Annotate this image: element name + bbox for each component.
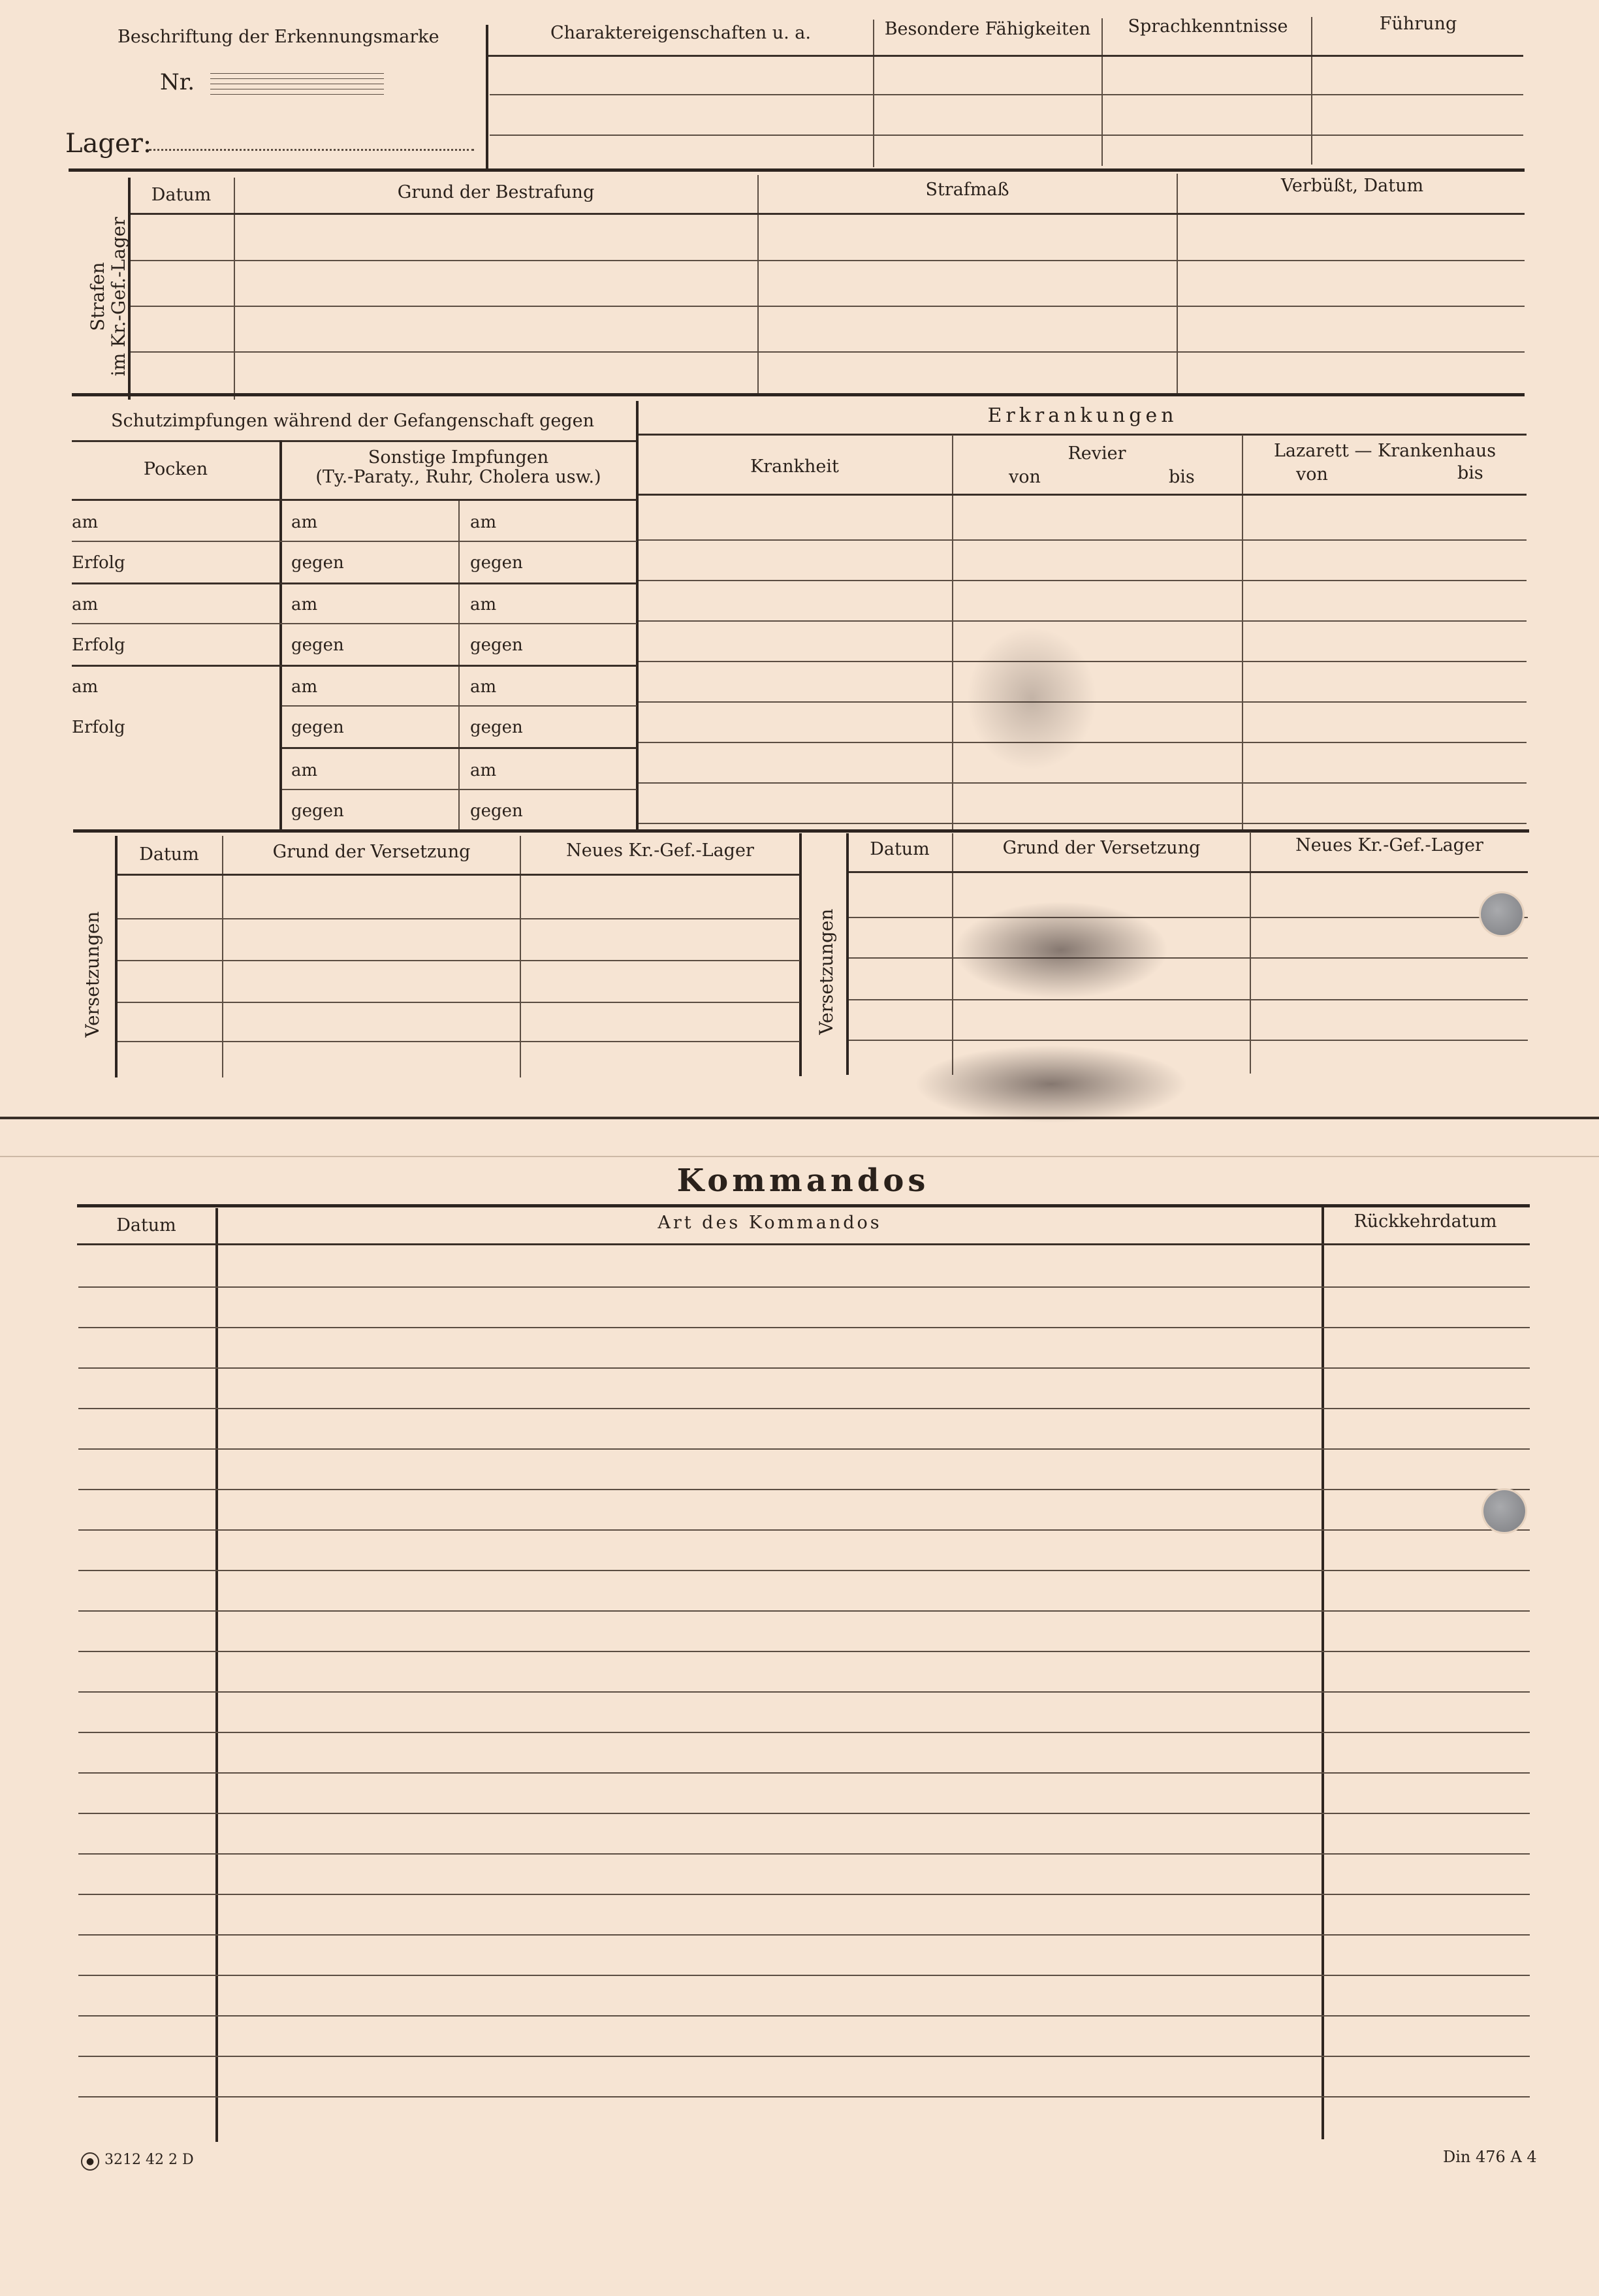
rule-line: [78, 1813, 1530, 1814]
rule-line: [118, 1002, 800, 1003]
rule-line: [639, 782, 1527, 784]
rule-line: [72, 582, 637, 584]
section-divider: [69, 168, 1525, 172]
rule-line: [639, 539, 1527, 541]
vacc-am-label: am: [72, 513, 99, 532]
rule-line: [78, 1934, 1530, 1936]
rule-line: [78, 1732, 1530, 1733]
vacc-am-label: am: [470, 595, 497, 614]
rule-line: [72, 541, 637, 542]
vacc-erfolg-label: Erfolg: [72, 635, 125, 655]
tr-left-col-reason: Grund der Versetzung: [272, 842, 471, 862]
rule-line: [849, 999, 1528, 1000]
rule-line: [639, 620, 1527, 622]
rule-line: [78, 1367, 1530, 1369]
fold-line-2: [0, 1156, 1599, 1157]
rule-line: [282, 747, 637, 749]
rule-line: [639, 823, 1527, 824]
punch-hole-bottom: [1483, 1490, 1525, 1532]
publisher-icon: ●: [81, 2152, 99, 2171]
rule-line: [78, 1975, 1530, 1976]
vacc-gegen-label: gegen: [470, 635, 523, 655]
nr-field-lines[interactable]: [210, 71, 384, 97]
tag-label: Beschriftung der Erkennungsmarke: [118, 27, 439, 47]
rule-line: [78, 1691, 1530, 1693]
pun-col-date: Datum: [151, 185, 212, 205]
punishments-side-label: Strafen im Kr.-Gef.-Lager: [86, 217, 129, 377]
punch-hole-top: [1481, 893, 1523, 935]
transfers-side-label-left: Versetzungen: [81, 911, 103, 1038]
rule-line: [78, 1286, 1530, 1288]
rule-line: [78, 1408, 1530, 1409]
vacc-am-label: am: [291, 595, 318, 614]
ill-lazarett-bis: bis: [1457, 463, 1483, 483]
vacc-am-label: am: [291, 761, 318, 780]
kom-col-date: Datum: [116, 1215, 176, 1236]
rule-line: [118, 1041, 800, 1042]
rule-line: [78, 1489, 1530, 1490]
vacc-gegen-label: gegen: [470, 801, 523, 821]
ink-smudge: [914, 1045, 1188, 1123]
col-character: Charaktereigenschaften u. a.: [550, 23, 811, 43]
vacc-am-label: am: [72, 595, 99, 614]
lager-label: Lager:: [65, 129, 152, 159]
ill-col-lazarett: Lazarett — Krankenhaus: [1273, 441, 1496, 461]
col-conduct: Führung: [1379, 14, 1457, 34]
kom-col-return: Rückkehrdatum: [1354, 1211, 1497, 1232]
rule-line: [78, 1529, 1530, 1531]
vacc-gegen-label: gegen: [291, 801, 344, 821]
fold-line: [0, 1117, 1599, 1119]
pun-col-served: Verbüßt, Datum: [1280, 176, 1424, 196]
ink-smudge: [953, 901, 1169, 999]
vacc-gegen-label: gegen: [291, 718, 344, 737]
rule-line: [849, 957, 1528, 959]
vacc-col-other: Sonstige Impfungen (Ty.-Paraty., Ruhr, Cholera usw.): [315, 447, 601, 487]
rule-line: [78, 1610, 1530, 1612]
vacc-am-label: am: [470, 513, 497, 532]
tr-right-col-reason: Grund der Versetzung: [1002, 838, 1201, 858]
pun-col-reason: Grund der Bestrafung: [397, 182, 595, 202]
rule-line: [72, 623, 637, 624]
vacc-am-label: am: [72, 677, 99, 697]
rule-line: [849, 1040, 1528, 1041]
ink-smudge: [966, 627, 1097, 771]
vacc-gegen-label: gegen: [470, 553, 523, 573]
vacc-am-label: am: [470, 677, 497, 697]
tr-right-col-new-camp: Neues Kr.-Gef.-Lager: [1295, 835, 1483, 855]
nr-label: Nr.: [160, 69, 195, 95]
vacc-title: Schutzimpfungen während der Gefangenschaft gegen: [111, 411, 594, 431]
ill-title: Erkrankungen: [987, 404, 1178, 427]
vacc-gegen-label: gegen: [470, 718, 523, 737]
print-code: 3212 42 2 D: [104, 2152, 194, 2168]
tr-left-col-date: Datum: [139, 844, 199, 865]
vacc-am-label: am: [291, 513, 318, 532]
col-languages: Sprachkenntnisse: [1128, 16, 1288, 37]
ill-col-revier: Revier: [1068, 443, 1126, 464]
rule-line: [78, 1772, 1530, 1774]
kom-col-type: Art des Kommandos: [657, 1213, 882, 1233]
rule-line: [72, 665, 637, 667]
rule-line: [639, 580, 1527, 581]
rule-line: [78, 1327, 1530, 1328]
rule-line: [282, 789, 637, 790]
rule-line: [78, 2056, 1530, 2057]
rule-line: [118, 918, 800, 919]
col-abilities: Besondere Fähigkeiten: [884, 19, 1091, 39]
rule-line: [78, 2096, 1530, 2097]
tr-left-col-new-camp: Neues Kr.-Gef.-Lager: [566, 840, 754, 861]
ill-col-illness: Krankheit: [750, 456, 839, 477]
rule-line: [78, 1570, 1530, 1571]
vacc-gegen-label: gegen: [291, 635, 344, 655]
vacc-erfolg-label: Erfolg: [72, 718, 125, 737]
rule-line: [78, 1448, 1530, 1450]
rule-line: [849, 917, 1528, 918]
ill-revier-von: von: [1009, 467, 1041, 487]
ill-lazarett-von: von: [1296, 464, 1328, 485]
kommandos-title: Kommandos: [676, 1162, 930, 1199]
tr-right-col-date: Datum: [870, 839, 930, 859]
rule-line: [78, 2015, 1530, 2017]
ill-revier-bis: bis: [1169, 467, 1195, 487]
vacc-gegen-label: gegen: [291, 553, 344, 573]
rule-line: [282, 705, 637, 707]
rule-line: [78, 1894, 1530, 1895]
vacc-am-label: am: [470, 761, 497, 780]
vacc-col-pocken: Pocken: [143, 459, 208, 479]
vacc-erfolg-label: Erfolg: [72, 553, 125, 573]
rule-line: [78, 1651, 1530, 1652]
lager-field-dots[interactable]: [149, 149, 474, 151]
pun-col-penalty: Strafmaß: [925, 180, 1009, 200]
transfers-side-label-right: Versetzungen: [815, 908, 837, 1035]
rule-line: [78, 1853, 1530, 1855]
rule-line: [118, 960, 800, 961]
vacc-am-label: am: [291, 677, 318, 697]
din-label: Din 476 A 4: [1443, 2148, 1537, 2166]
